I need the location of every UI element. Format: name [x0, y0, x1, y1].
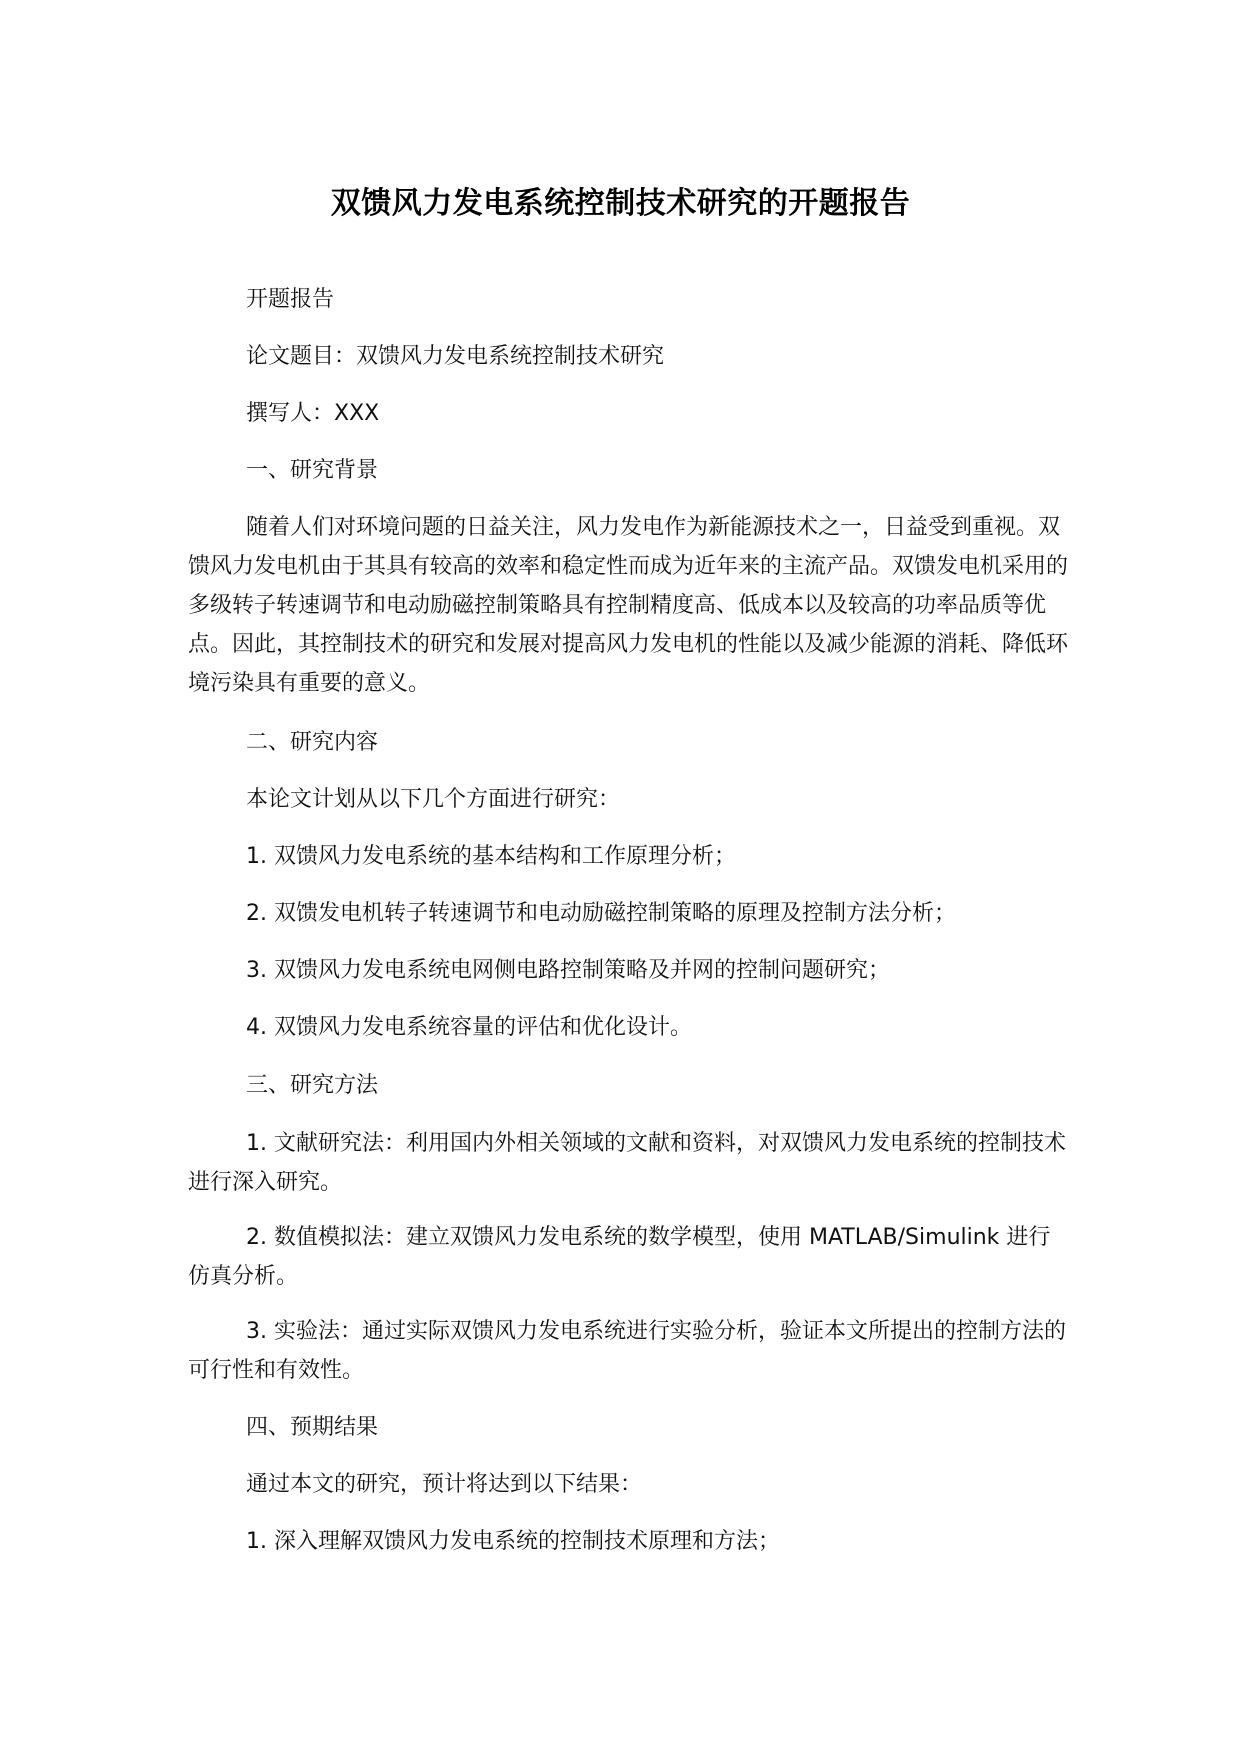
section-heading-background: 一、研究背景 — [246, 458, 379, 483]
section-heading-methods: 三、研究方法 — [246, 1073, 379, 1098]
background-paragraph: 随着人们对环境问题的日益关注，风力发电作为新能源技术之一，日益受到重视。双馈风力发电机由于其具有较高的效率和稳定性而成为近年来的主流产品。双馈发电机采用的多级转子转速调节和电动励磁控制策略具有控制精度高、低成本以及较高的功率品质等优点。因此，其控制技术的研究和发展对提高风力发电机的性能以及减少能源的消耗、降低环境污染具有重要的意义。 — [188, 515, 1069, 696]
document-title: 双馈风力发电系统控制技术研究的开题报告 — [330, 186, 911, 221]
author-line: 撰写人：XXX — [246, 401, 380, 426]
content-intro: 本论文计划从以下几个方面进行研究： — [246, 787, 621, 812]
content-item: 3. 双馈风力发电系统电网侧电路控制策略及并网的控制问题研究； — [246, 958, 890, 983]
methods-item: 1. 文献研究法：利用国内外相关领域的文献和资料，对双馈风力发电系统的控制技术进行深入研究。 — [188, 1131, 1066, 1195]
results-item: 1. 深入理解双馈风力发电系统的控制技术原理和方法； — [246, 1529, 780, 1554]
methods-item: 2. 数值模拟法：建立双馈风力发电系统的数学模型，使用 MATLAB/Simulink 进行仿真分析。 — [188, 1225, 1051, 1289]
section-heading-content: 二、研究内容 — [246, 730, 379, 755]
results-intro: 通过本文的研究，预计将达到以下结果： — [246, 1472, 643, 1497]
content-item: 2. 双馈发电机转子转速调节和电动励磁控制策略的原理及控制方法分析； — [246, 901, 956, 926]
section-heading-results: 四、预期结果 — [246, 1415, 379, 1440]
content-item: 4. 双馈风力发电系统容量的评估和优化设计。 — [246, 1015, 692, 1040]
report-label: 开题报告 — [246, 287, 335, 312]
content-item: 1. 双馈风力发电系统的基本结构和工作原理分析； — [246, 844, 736, 869]
methods-item: 3. 实验法：通过实际双馈风力发电系统进行实验分析，验证本文所提出的控制方法的可行性和有效性。 — [188, 1319, 1066, 1383]
thesis-title: 论文题目：双馈风力发电系统控制技术研究 — [246, 344, 665, 369]
